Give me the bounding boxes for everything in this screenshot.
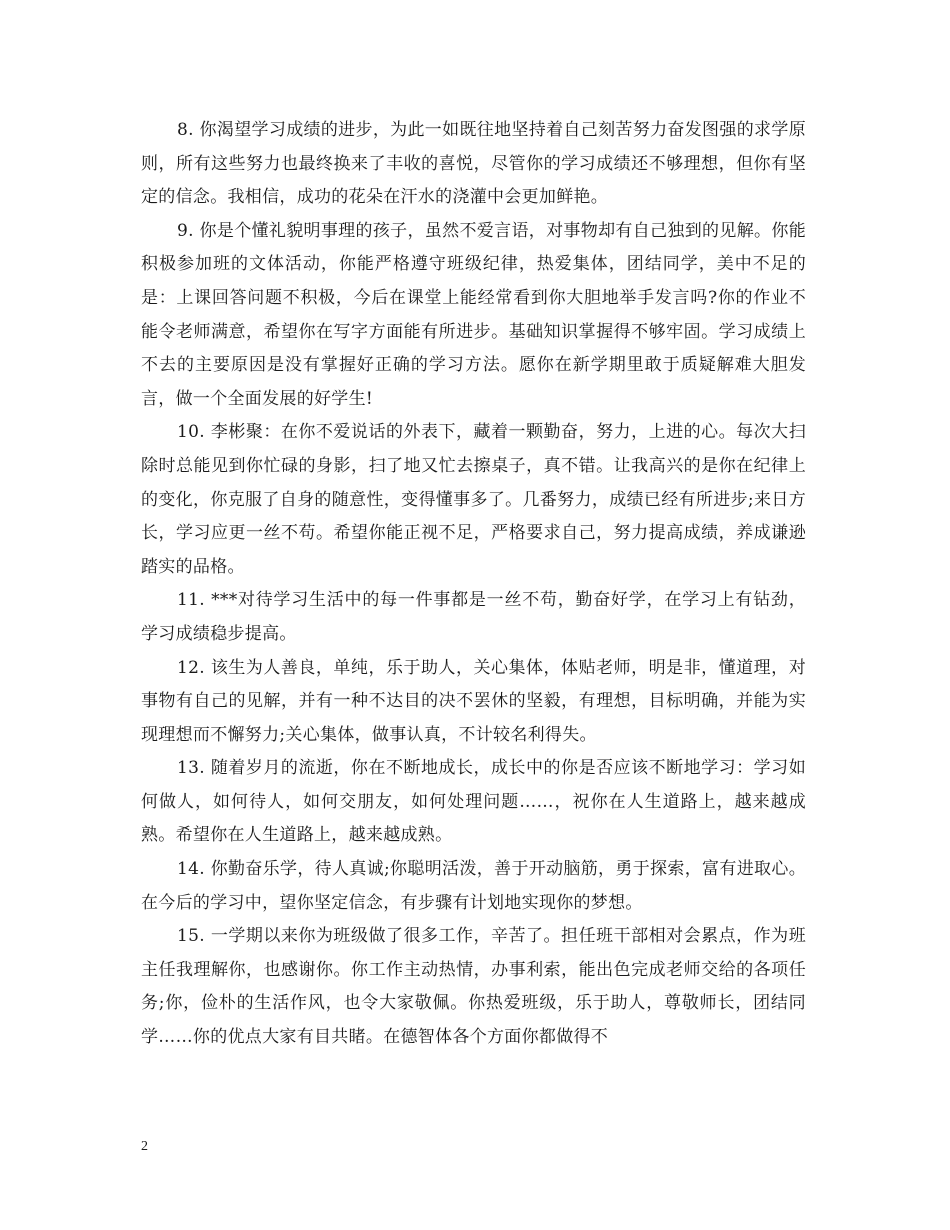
page-number: 2 — [141, 1139, 148, 1154]
comment-paragraph-14: 14. 你勤奋乐学，待人真诚;你聪明活泼，善于开动脑筋，勇于探索，富有进取心。在今后的学习中，望你坚定信念，有步骤有计划地实现你的梦想。 — [141, 859, 806, 913]
comment-paragraph-10: 10. 李彬聚：在你不爱说话的外表下，藏着一颗勤奋，努力，上进的心。每次大扫除时总能见到你忙碌的身影，扫了地又忙去擦桌子，真不错。让我高兴的是你在纪律上的变化，你克服了自身的随意性，变得懂事多了。几番努力，成绩已经有所进步;来日方长，学习应更一丝不苟。希望你能正视不足，严格要求自己，努力提高成绩，养成谦逊踏实的品格。 — [141, 422, 806, 577]
document-body — [141, 114, 806, 1055]
comment-paragraph-15: 15. 一学期以来你为班级做了很多工作，辛苦了。担任班干部相对会累点，作为班主任我理解你，也感谢你。你工作主动热情，办事利索，能出色完成老师交给的各项任务;你，俭朴的生活作风，也令大家敬佩。你热爱班级，乐于助人，尊敬师长，团结同学……你的优点大家有目共睹。在德智体各个方面你都做得不 — [141, 926, 806, 1048]
comment-paragraph-13: 13. 随着岁月的流逝，你在不断地成长，成长中的你是否应该不断地学习：学习如何做人，如何待人，如何交朋友，如何处理问题……，祝你在人生道路上，越来越成熟。希望你在人生道路上，越来越成熟。 — [141, 758, 806, 846]
comment-paragraph-12: 12. 该生为人善良，单纯，乐于助人，关心集体，体贴老师，明是非，懂道理，对事物有自己的见解，并有一种不达目的决不罢休的坚毅，有理想，目标明确，并能为实现理想而不懈努力;关心集体，做事认真，不计较名利得失。 — [141, 657, 806, 745]
comment-paragraph-11: 11. ***对待学习生活中的每一件事都是一丝不苟，勤奋好学，在学习上有钻劲，学习成绩稳步提高。 — [141, 590, 806, 644]
comment-paragraph-8: 8. 你渴望学习成绩的进步，为此一如既往地坚持着自己刻苦努力奋发图强的求学原则，所有这些努力也最终换来了丰收的喜悦，尽管你的学习成绩还不够理想，但你有坚定的信念。我相信，成功的花朵在汗水的浇灌中会更加鲜艳。 — [141, 120, 806, 208]
comment-paragraph-9: 9. 你是个懂礼貌明事理的孩子，虽然不爱言语，对事物却有自己独到的见解。你能积极参加班的文体活动，你能严格遵守班级纪律，热爱集体，团结同学，美中不足的是：上课回答问题不积极，今后在课堂上能经常看到你大胆地举手发言吗?你的作业不能令老师满意，希望你在写字方面能有所进步。基础知识掌握得不够牢固。学习成绩上不去的主要原因是没有掌握好正确的学习方法。愿你在新学期里敢于质疑解难大胆发言，做一个全面发展的好学生! — [141, 220, 806, 409]
